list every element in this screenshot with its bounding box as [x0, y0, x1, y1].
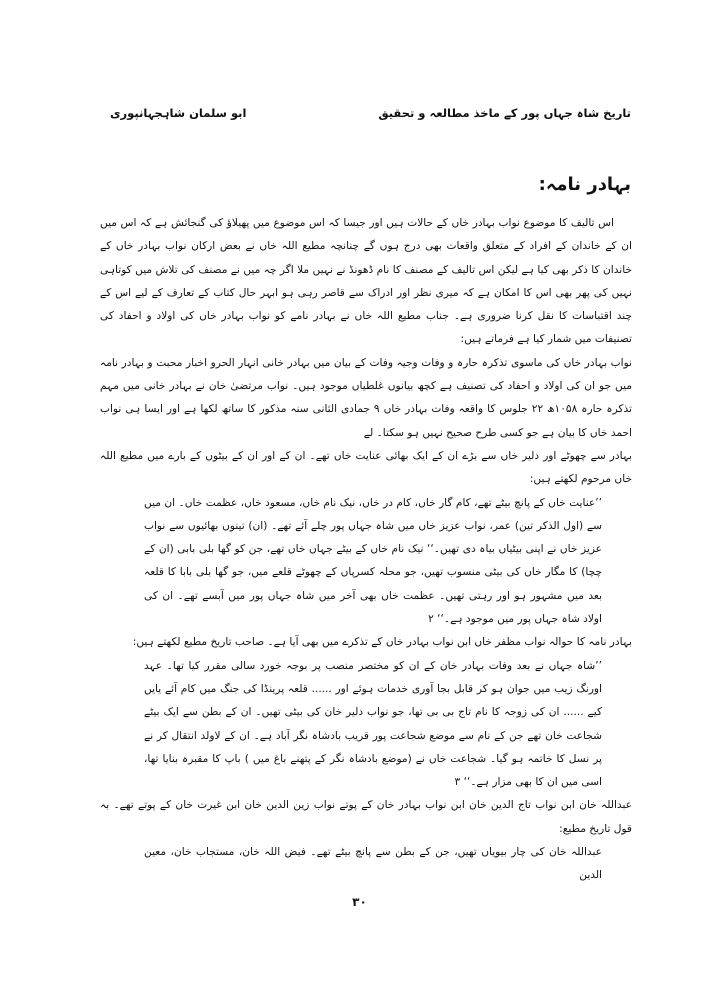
block-quote-3: عبداللہ خان کی چار بیویاں تھیں، جن کے بطن سے پانچ بیٹے تھے۔ فیض اللہ خان، مستجاب خان، معین الدین: [144, 846, 602, 882]
block-quote-1: ’’عنایت خاں کے پانچ بیٹے تھے، کام گار خاں، کام در خاں، نیک نام خاں، مسعود خاں، عظمت خاں۔ ان میں سے (اول الذکر تین) عمر، نواب عزیز خاں میں شاہ جہاں پور چلے آئے تھے۔ (ان) تینوں بھائیوں سے نواب عزیز خاں نے اپنی بیٹیاں بیاہ دی تھیں۔‘‘ نیک نام خاں کے بیٹے جہاں خاں تھے، جن کو گھا بلی بابی (ان کے چچا) کا مگار خاں کی بیٹی منسوب تھیں، جو محلہ کسرپاں کے چھوٹے قلعے میں، جو گھا بلی بابا کا قلعہ بعد میں مشہور ہو اور رہتی تھیں۔ عظمت خاں بھی آخر میں شاہ جہاں پور میں آبسے تھے۔ ان کی اولاد شاہ جہاں پور میں موجود ہے۔‘‘ ۲: [144, 496, 602, 626]
paragraph-abdullah-khan: عبداللہ خان ابن نواب تاج الدین خان ابن نواب بہادر خان کے پوتے نواب زین الدین خان ابن غیرت خان کے پوتے تھے۔ بہ قول تاریخ مطیع:: [100, 799, 632, 835]
paragraph-intro: اس تالیف کا موضوع نواب بہادر خاں کے حالات ہیں اور جیسا کہ اس موضوع میں پھیلاؤ کی گنجائش ہے کہ اس میں ان کے خاندان کے افراد کے متعلق واقعات بھی درج ہوں گے چنانچہ مطیع اللہ خاں نے بعض ارکان نواب بہادر خاں کے خاندان کا ذکر بھی کیا ہے لیکن اس تالیف کے مصنف کا نام ڈھونڈ نے نہیں ملا اگر چہ میں نے مصنف کی تلاش میں کوتاہی نہیں کی پھر بھی اس کا امکان ہے کہ میری نظر اور ادراک سے قاصر رہی ہو ابہر حال کتاب کے تعارف کے لیے اس کے چند اقتباسات کا نقل کرنا ضروری ہے۔ جناب مطیع اللہ خاں نے بہادر نامے کو نواب بہادر خاں کی اولاد و احفاد کی تصنیفات میں شمار کیا ہے فرماتے ہیں:: [100, 217, 632, 346]
running-header-author: ابو سلمان شاہجہانپوری: [110, 106, 247, 120]
section-heading: بہادر نامہ:: [538, 174, 631, 195]
body-text: [100, 212, 632, 888]
block-quote-2: ’’شاہ جہاں نے بعد وفات بہادر خان کے ان کو مختصر منصب پر بوجہ خورد سالی مقرر کیا تھا۔ عہد اورنگ زیب میں جوان ہو کر قابل بجا آوری خدمات ہوئے اور ...... قلعہ پرینڈا کی جنگ میں کام آئے یایں کیے ...... ان کی زوجہ کا نام تاج بی بی تھا، جو نواب دلیر خان کی بیٹی تھیں۔ ان کے بطن سے ایک بیٹے شجاعت خان تھے جن کے نام سے موضع شجاعت پور قریب بادشاہ نگر آباد ہے۔ ان کے لاولد انتقال کر نے پر نسل کا خاتمہ ہو گیا۔ شجاعت خاں نے (موضع بادشاہ نگر کے پتھنے باغ میں ) باپ کا مقبرہ بنایا تھا، اسی میں ان کا بھی مزار ہے۔‘‘ ۳: [144, 659, 602, 789]
paragraph-citation: نواب بہادر خاں کی ماسوی تذکرہ حارہ و وفات وجیہ وفات کے بیان میں بہادر خانی انہار الحرو اخبار محبت و بہادر نامہ میں جو ان کی اولاد و احفاد کی تصنیف ہے کچھ بیانوں غلطیاں موجود ہیں۔ نواب مرتضیٰ خان نے بہادر خانی میں مہم تذکرہ حارہ ۱۰۵۸ھ ۲۲ جلوس کا واقعہ وفات بہادر خاں ۹ جمادی الثانی سنہ مذکور کا ساتھ لکھا ہے اور ایسا ہی نواب احمد خاں کا بیان ہے جو کسی طرح صحیح نہیں ہو سکتا۔ لے: [100, 356, 632, 439]
page-number: ۳۰: [352, 895, 367, 909]
running-header-title: تاریخ شاہ جہاں پور کے ماخذ مطالعہ و تحقیق: [378, 106, 631, 120]
paragraph-inayat-khan: بہادر سے چھوٹے اور دلیر خاں سے بڑے ان کے ایک بھائی عنایت خاں تھے۔ ان کے اور ان کے بیٹوں کے بارے میں مطیع اللہ خاں مرحوم لکھتے ہیں:: [100, 449, 632, 486]
paragraph-muzaffar-khan: بہادر نامہ کا حوالہ نواب مظفر خاں ابن نواب بہادر خاں کے تذکرے میں بھی آیا ہے۔ صاحب تاریخ مطیع لکھتے ہیں:: [132, 636, 632, 649]
